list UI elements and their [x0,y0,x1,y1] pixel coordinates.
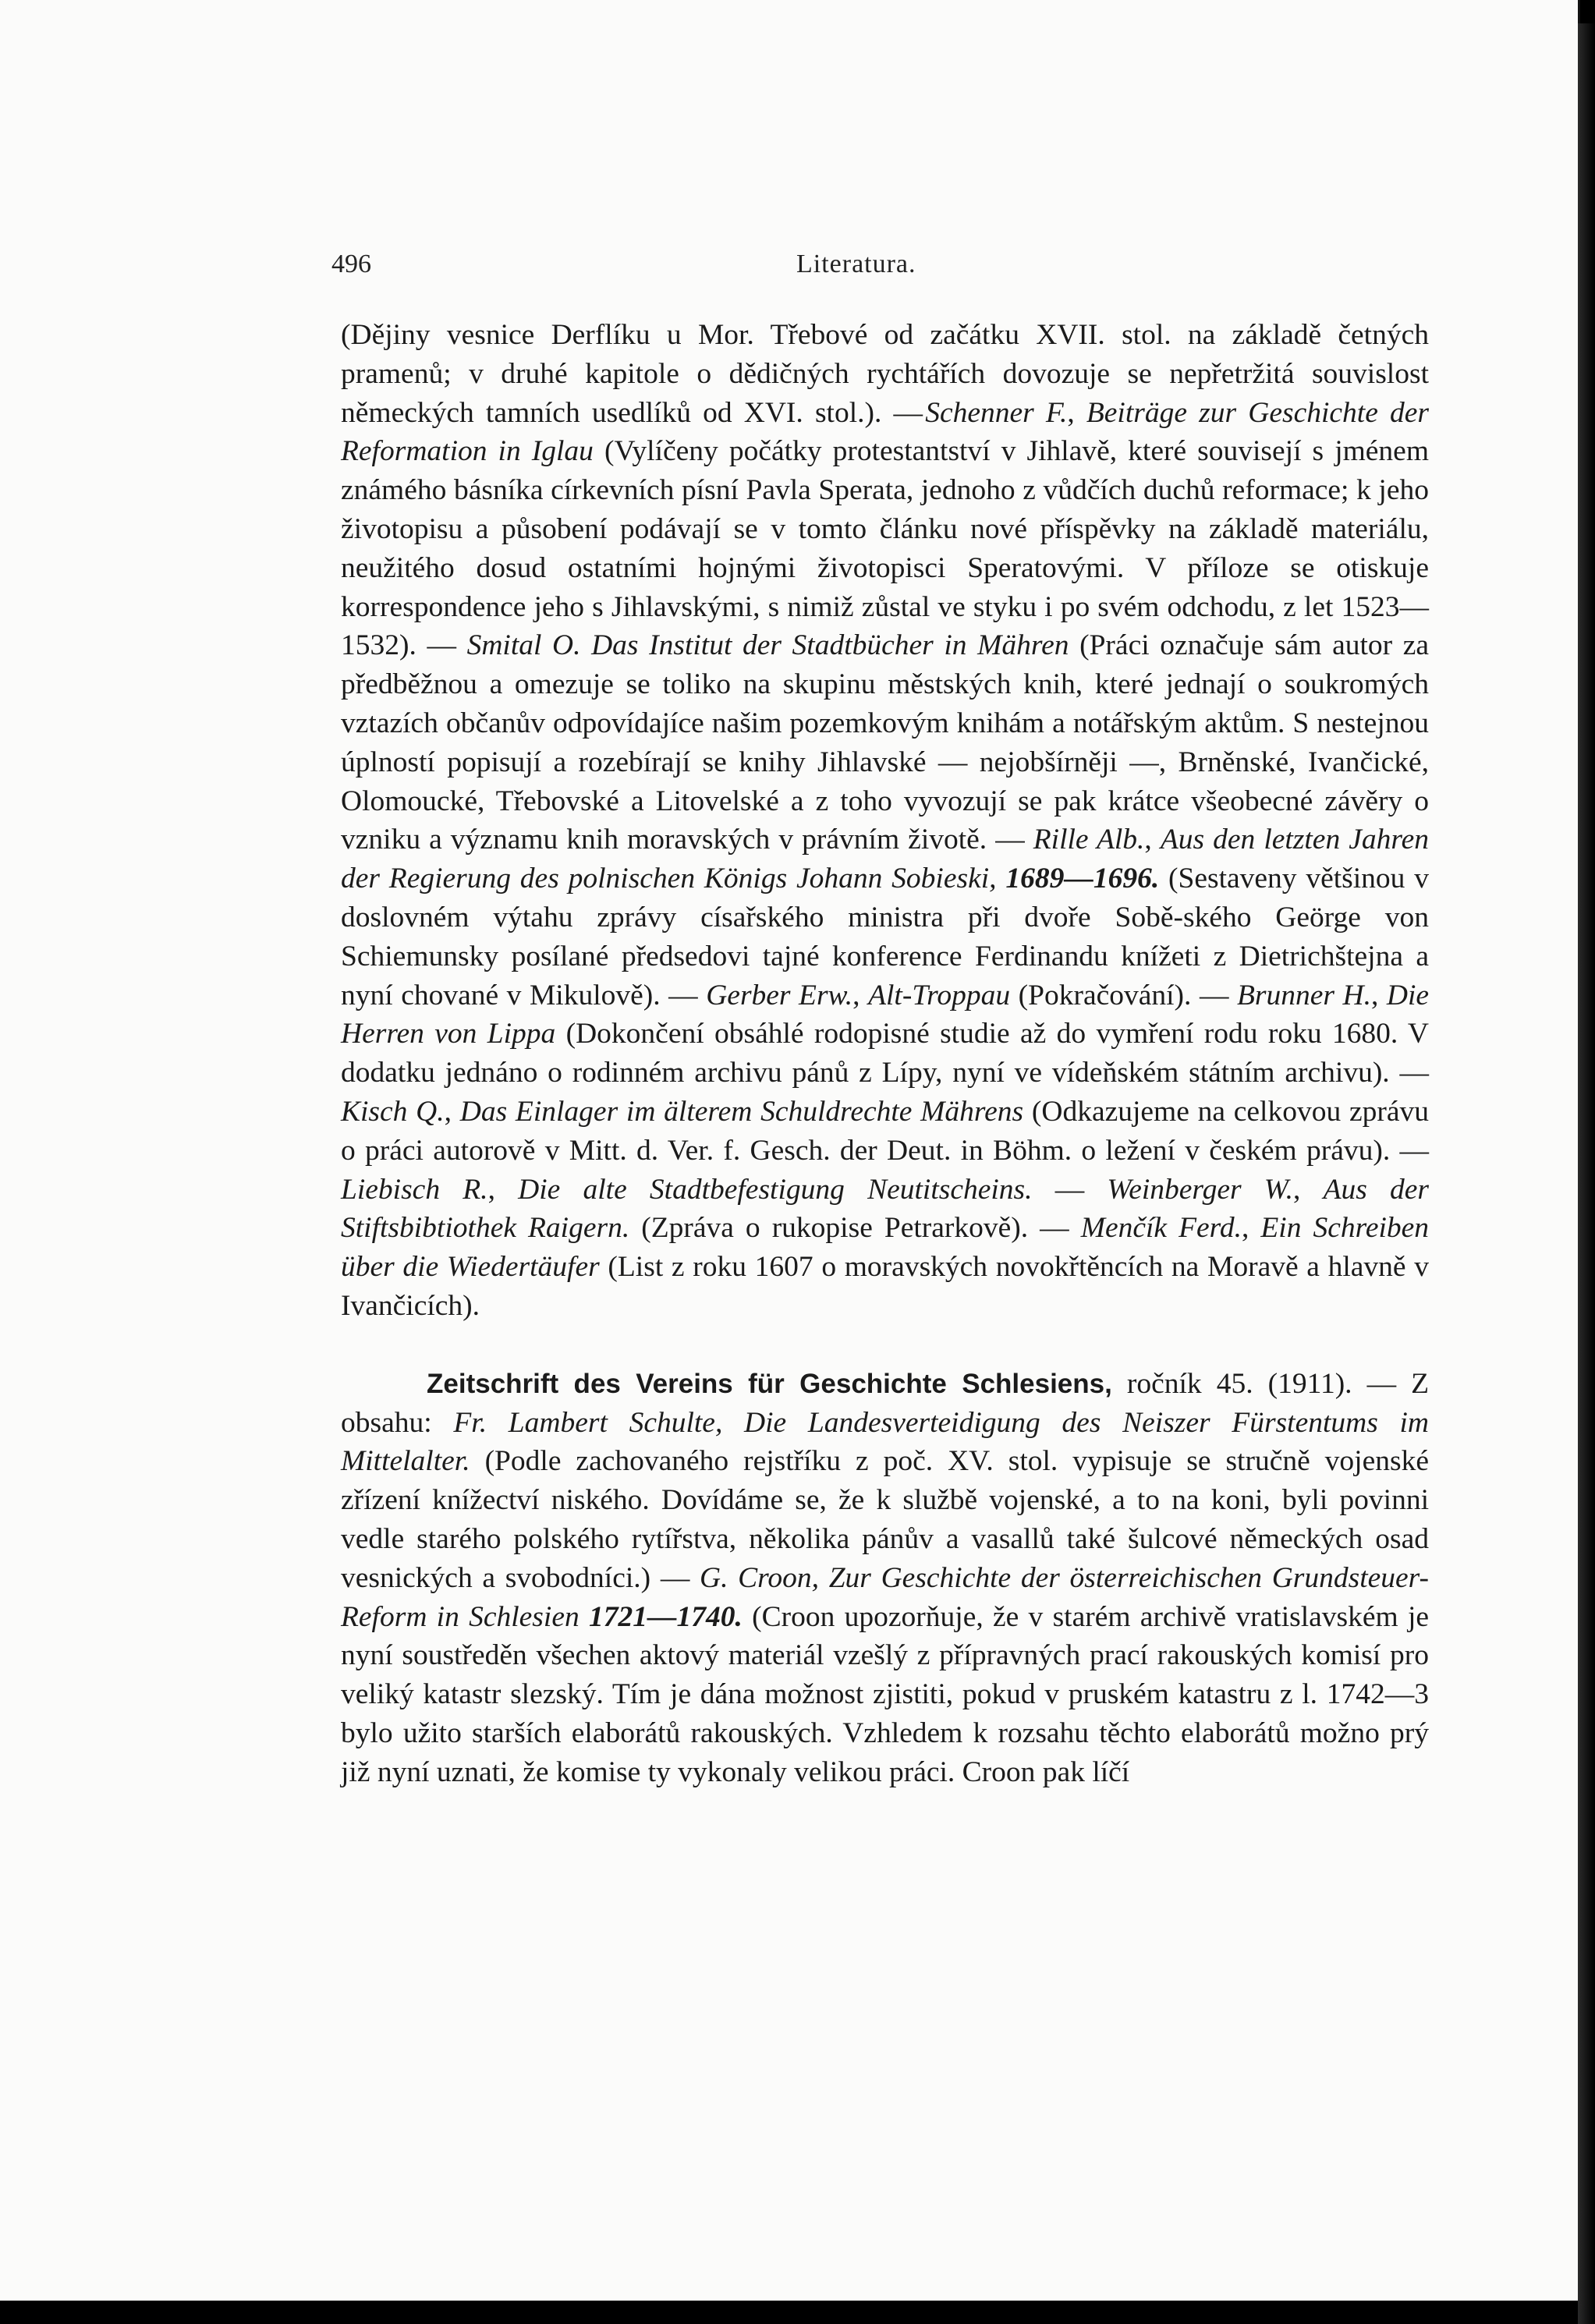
text-segment: (Odkazujeme na celkovou zprávu o práci autorově v Mitt. d. Ver. f. Gesch. der Deut. in Böhm. o ležení v českém právu). — [341,1095,1429,1167]
text-segment: , [1292,1173,1301,1206]
author-name: Gerber Erw. [706,979,853,1011]
text-segment: ročník 45. (1911). — Z obsahu: [341,1367,1430,1439]
article-citation: Fr. Lambert Schulte, Die Landesverteidigung des Neiszer Fürstentums im Mittelalter. [341,1406,1430,1478]
author-name: Liebisch R. [341,1173,488,1206]
text-segment: (Pokračování). — [1018,979,1229,1011]
work-title: Aus der Stiftsbibtiothek Raigern. [341,1173,1429,1245]
author-name: Smital O. [466,629,581,662]
text-segment: — [1054,1173,1085,1206]
work-title: Beiträge zur Geschichte der Reformation in Iglau [341,396,1430,468]
page-header [331,250,1423,289]
work-title: Das Institut der Stadtbücher in Mähren [591,629,1069,662]
work-title: Die Herren von Lippa [341,979,1430,1050]
text-segment: (Croon upozorňuje, že v starém archivě vratislavském je nyní soustředěn všechen aktový materiál vzešlý z přípravných prací rakouských komisí pro veliký katastr slezský. Tím je dána možnost zjistiti, pokud v pruském katastru z l. 1742—3 bylo užito starších elaborátů rakouských. Vzhledem k rozsahu těchto elaborátů možno prý již nyní uznati, že komise ty vykonaly velikou práci. Croon pak líčí [341,1600,1430,1788]
author-name: Menčík Ferd. [1080,1212,1242,1245]
text-segment: (Práci označuje sám autor za předběžnou a omezuje se toliko na skupinu městských knih, které jednají o soukromých vztazích občanův odpovídajíce našim pozemkovým knihám a notářským aktům. S nestejnou úplností popisují a rozebírají se knihy Jihlavské — nejobšírněji —, Brněnské, Ivančické, Olomoucké, Třebovské a Litovelské a z toho vyvozují se pak krátce všeobecné závěry o vzniku a významu knih moravských v právním životě. — [341,629,1430,856]
article-years: 1721—1740. [589,1600,743,1633]
text-segment: , [1067,396,1075,429]
running-head: Literatura. [796,250,916,278]
text-segment: , [444,1095,452,1128]
text-segment: , [1144,824,1152,856]
text-segment: (Zpráva o rukopise Petrarkově). — [641,1212,1069,1245]
journal-title: Zeitschrift des Vereins für Geschichte Schlesiens, [427,1368,1112,1399]
work-years: 1689—1696. [1005,863,1160,895]
page-number: 496 [331,250,371,278]
article-citation: G. Croon, Zur Geschichte der österreichischen Grundsteuer-Reform in Schlesien [341,1561,1429,1633]
text-segment: (Dějiny vesnice Derflíku u Mor. Třebové od začátku XVII. stol. na základě četných pramenů; v druhé kapitole o dědičných rychtářích dovozuje se nepřetržitá souvislost německých tamních usedlíků od XVI. stol.). — [341,319,1429,429]
text-segment: , [852,979,860,1011]
author-name: Schenner F. [925,396,1068,429]
paragraph-czech-journal-review [341,316,1429,1326]
text-segment: (Podle zachovaného rejstříku z poč. XV. stol. vypisuje se stručně vojenské zřízení knížectví niského. Dovídáme se, že k službě vojenské, a to na koni, byli povinni vedle starého polského rytířstva, několika pánův a vasallů také šulcové německých osad vesnických a svobodníci.) — [341,1445,1429,1594]
text-segment: (List z roku 1607 o moravských novokřtěncích na Moravě a hlavně v Ivančicích). [341,1251,1430,1322]
author-name: Weinberger W. [1107,1173,1293,1206]
work-title: Aus den letzten Jahren der Regierung des polnischen Königs Johann Sobieski, [341,824,1429,895]
work-title: Die alte Stadtbefestigung Neutitscheins. [518,1173,1033,1206]
paragraph-silesian-journal-review [341,1365,1429,1792]
work-title: Alt-Troppau [868,979,1011,1011]
page-edge-shadow [1578,23,1595,2324]
author-name: Kisch Q. [341,1095,445,1128]
text-segment: (Dokončení obsáhlé rodopisné studie až do vymření rodu roku 1680. V dodatku jednáno o rodinném archivu pánů z Lípy, nyní ve vídeňském státním archivu). — [341,1018,1430,1089]
text-segment: , [1241,1212,1249,1245]
text-segment: , [487,1173,495,1206]
author-name: Rille Alb. [1033,824,1145,856]
text-segment: , [1371,979,1379,1011]
text-segment: (Vylíčeny počátky protestantství v Jihlavě, které souvisejí s jménem známého básníka církevních písní Pavla Sperata, jednoho z vůdčích duchů reformace; k jeho životopisu a působení podávají se v tomto článku nové příspěvky na základě materiálu, neužitého dosud ostatními hojnými životopisci Speratovými. V příloze se otiskuje korrespondence jeho s Jihlavskými, s nimiž zůstal ve styku i po svém odchodu, z let 1523—1532). — [341,435,1429,662]
author-name: Brunner H. [1237,979,1371,1011]
text-segment: (Sestaveny většinou v doslovném výtahu zprávy císařského ministra při dvoře Sobě-ského Geörge von Schiemunsky posílané předsedovi tajné konference Ferdinandu knížeti z Dietrichštejna a nyní chované v Mikulově). — [341,863,1429,1011]
work-title: Ein Schreiben über die Wiedertäufer [341,1212,1430,1284]
work-title: Das Einlager im älterem Schuldrechte Mährens [459,1095,1024,1128]
body-text [341,316,1429,1791]
